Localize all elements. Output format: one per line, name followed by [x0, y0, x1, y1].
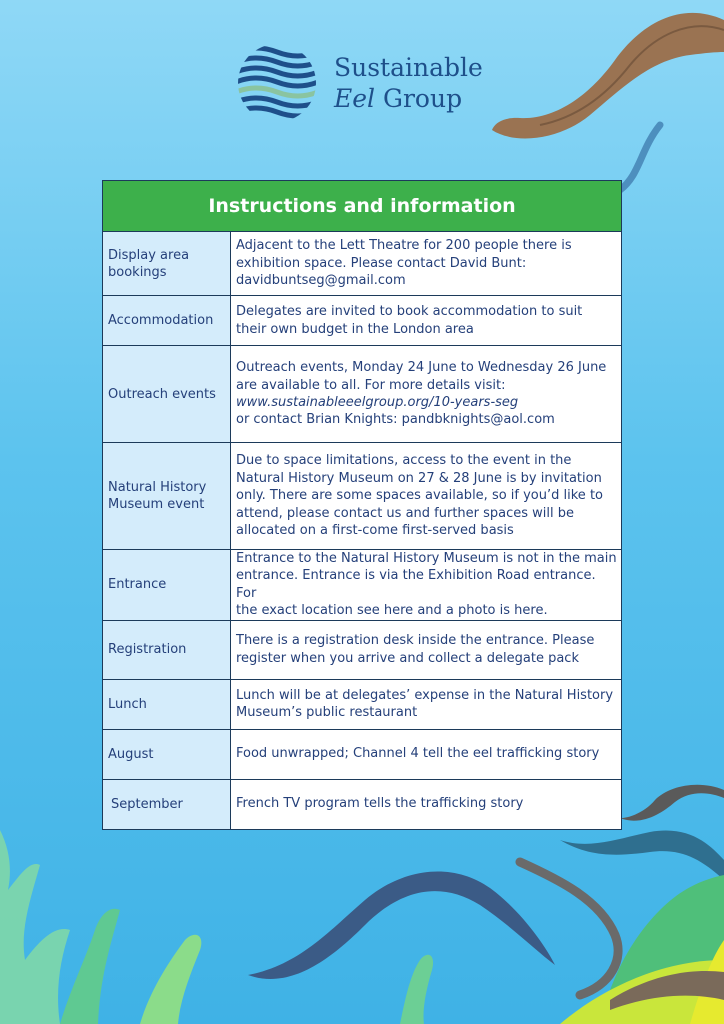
value-line: only. There are some spaces available, so if you’d like to	[236, 488, 603, 504]
row-value	[231, 296, 622, 346]
row-value	[231, 620, 622, 679]
value-line: Lunch will be at delegates’ expense in the Natural History	[236, 687, 614, 703]
value-line: Delegates are invited to book accommodation to suit	[236, 304, 583, 320]
seaweed-illustration	[0, 830, 724, 1024]
row-value	[231, 679, 622, 729]
wave-logo-icon	[236, 42, 318, 124]
value-line: exhibition space. Please contact David Bunt:	[236, 255, 527, 271]
row-label: Registration	[103, 620, 231, 679]
value-line: register when you arrive and collect a delegate pack	[236, 650, 579, 666]
brand-name	[334, 52, 483, 114]
brand-line-2-rest: Group	[375, 84, 463, 113]
value-line: Adjacent to the Lett Theatre for 200 people there is	[236, 238, 572, 254]
row-label: September	[103, 779, 231, 829]
value-line: entrance. Entrance is via the Exhibition Road entrance. For	[236, 568, 596, 601]
table-row	[103, 729, 622, 779]
value-line: or contact Brian Knights: pandbknights@aol.com	[236, 412, 555, 428]
value-line: Food unwrapped; Channel 4 tell the eel trafficking story	[236, 746, 600, 762]
row-value	[231, 443, 622, 550]
row-label: Entrance	[103, 550, 231, 621]
table-row	[103, 346, 622, 443]
row-label: Outreach events	[103, 346, 231, 443]
brand-line-2	[334, 83, 483, 114]
instructions-table	[102, 180, 622, 830]
table-row	[103, 296, 622, 346]
website-link[interactable]	[236, 394, 617, 411]
value-line: There is a registration desk inside the entrance. Please	[236, 633, 595, 649]
table-row	[103, 232, 622, 296]
value-line: French TV program tells the trafficking story	[236, 796, 524, 812]
row-value	[231, 729, 622, 779]
value-line: Entrance to the Natural History Museum is not in the main	[236, 551, 617, 566]
value-line: Outreach events, Monday 24 June to Wednesday 26 June	[236, 360, 607, 376]
row-value	[231, 346, 622, 443]
value-line: their own budget in the London area	[236, 321, 474, 337]
row-value	[231, 779, 622, 829]
table-row	[103, 620, 622, 679]
table-row	[103, 550, 622, 621]
value-line: Museum’s public restaurant	[236, 705, 418, 721]
row-label: Display area bookings	[103, 232, 231, 296]
value-line: the exact location see here and a photo is here.	[236, 603, 548, 619]
row-label: Natural History Museum event	[103, 443, 231, 550]
row-value	[231, 232, 622, 296]
brand-logo	[236, 42, 496, 126]
table-title: Instructions and information	[103, 181, 622, 232]
table-row	[103, 779, 622, 829]
table-row	[103, 679, 622, 729]
value-line: allocated on a first-come first-served basis	[236, 523, 514, 539]
table-row	[103, 443, 622, 550]
value-line: Due to space limitations, access to the event in the	[236, 453, 572, 469]
row-label: Lunch	[103, 679, 231, 729]
row-value	[231, 550, 622, 621]
row-label: August	[103, 729, 231, 779]
value-line: Natural History Museum on 27 & 28 June is by invitation	[236, 470, 602, 486]
brand-line-2-italic: Eel	[334, 84, 376, 113]
brand-line-1: Sustainable	[334, 53, 483, 82]
value-line: are available to all. For more details visit:	[236, 377, 506, 393]
value-line: attend, please contact us and further spaces will be	[236, 505, 575, 521]
row-label: Accommodation	[103, 296, 231, 346]
website-link-text[interactable]: www.sustainableeelgroup.org/10-years-seg	[236, 395, 519, 410]
email-link[interactable]: davidbuntseg@gmail.com	[236, 273, 406, 289]
